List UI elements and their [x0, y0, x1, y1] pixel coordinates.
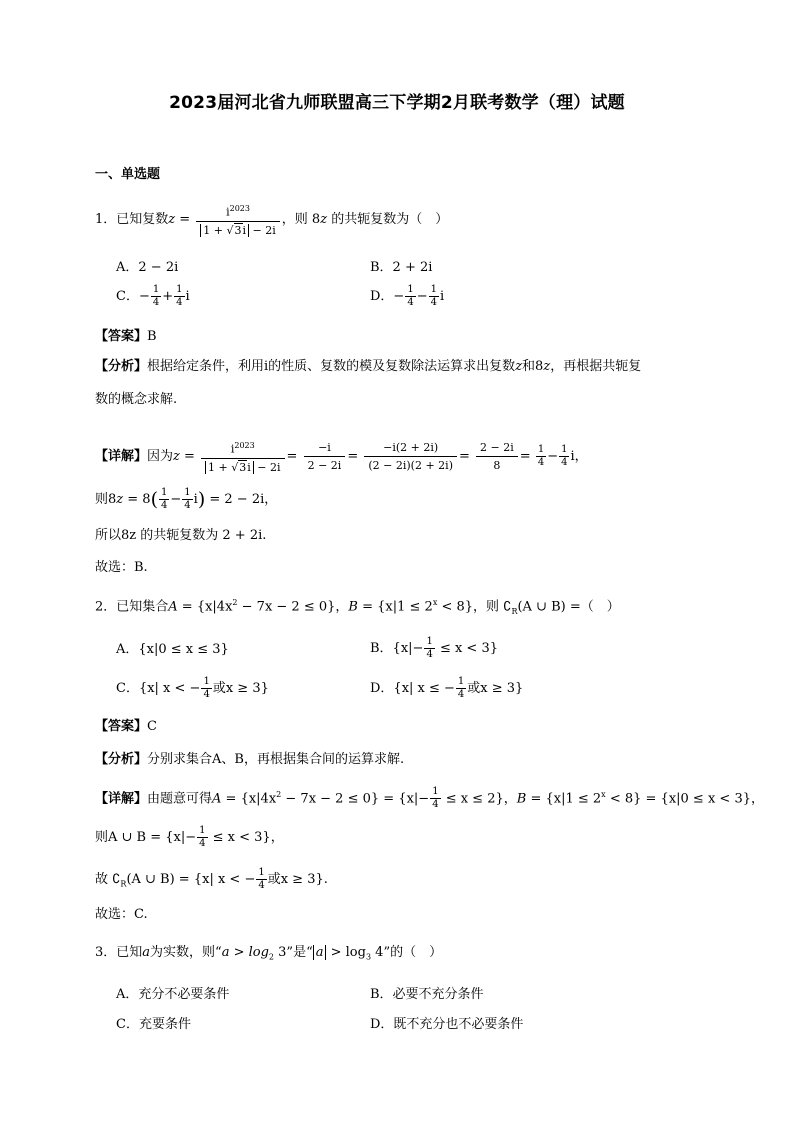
num: 1 [176, 284, 183, 295]
text: (A ∪ B) =（ ） [517, 599, 620, 615]
i: i [193, 492, 198, 507]
answer-value: C [147, 719, 157, 734]
den: 4 [176, 297, 183, 308]
text: 或x ≥ 3} [212, 681, 269, 696]
den: 4 [161, 500, 168, 511]
sup: 2 [276, 790, 282, 799]
num: 1 [537, 443, 545, 455]
text: (A ∪ B) = {x| x < − [126, 872, 256, 887]
q2-detail-2 [95, 825, 284, 850]
q2-detail-3 [95, 867, 328, 895]
text: 则A ∪ B = {x|− [95, 830, 197, 845]
q1-c-frac1 [151, 284, 161, 309]
abs: 1 + √3i [205, 461, 254, 474]
q3-stem [95, 943, 442, 968]
frac [456, 676, 466, 701]
text: = 2 − 2i， [205, 492, 278, 507]
text: C．{x| x < − [116, 681, 201, 696]
q1-den-i: i [242, 223, 247, 237]
num: 1 [457, 676, 465, 687]
set-b: B [516, 791, 527, 807]
text: 为实数，则“ [150, 945, 222, 960]
q1-option-c [116, 284, 190, 309]
q1-detail-3: 所以8z 的共轭复数为 2 + 2i. [95, 528, 267, 543]
detail-frac-3 [364, 439, 457, 474]
text: − 7x − 2 ≤ 0}， [237, 599, 349, 615]
eq: = [459, 448, 470, 464]
text: 由题意可得 [147, 791, 213, 807]
den: 4 [407, 297, 414, 308]
q3-option-b: B．必要不充分条件 [370, 987, 484, 1002]
q2-detail [95, 785, 764, 811]
den: 4 [561, 456, 568, 468]
num: 2 − 2i [476, 439, 518, 457]
eq: = [347, 448, 359, 464]
q1-root: 3 [234, 223, 242, 237]
q1-d-label: D．− [370, 289, 405, 304]
den: 4 [430, 297, 437, 308]
q1-den-b: − 2i [249, 223, 276, 237]
num: 1 [432, 786, 439, 798]
q1-choose: 故选：B. [95, 560, 148, 575]
text: 或x ≥ 3} [467, 681, 524, 696]
exp: 2023 [234, 441, 255, 450]
text: ≤ x < 3}， [208, 830, 284, 845]
text: = {x|1 ≤ 2 [526, 791, 602, 807]
text: − 7x − 2 ≤ 0} = {x|− [281, 791, 430, 807]
q2-analysis [95, 750, 404, 770]
sup: x [601, 790, 606, 799]
den: 4 [258, 880, 265, 891]
text: < 8}，则 ∁ [437, 599, 512, 615]
den: 4 [457, 689, 465, 700]
num: −i(2 + 2i) [364, 439, 457, 457]
text: 4”的（ ） [371, 945, 443, 960]
q1-abs: 1 + √3i [200, 224, 249, 237]
answer-tag: 【答案】 [95, 719, 148, 734]
num: i [230, 442, 235, 456]
q1-d-frac1 [405, 284, 415, 309]
num: 1 [407, 284, 414, 295]
detail-frac-6 [559, 444, 569, 469]
den: 4 [426, 649, 433, 660]
text: = {x|4x [221, 791, 277, 807]
q1-detail [95, 437, 588, 476]
q1-answer [95, 327, 157, 347]
set-a: A [212, 791, 222, 807]
q2-option-d [370, 676, 523, 701]
abs-a: a [313, 945, 327, 960]
den: 2 − 2i [307, 458, 342, 472]
answer-value: B [147, 329, 157, 344]
sub: R [120, 879, 127, 889]
text: B．{x|− [370, 641, 424, 656]
detail-z: z = [173, 448, 195, 464]
frac [159, 487, 169, 512]
section-heading: 一、单选题 [95, 167, 161, 182]
cond: a > log [221, 945, 269, 960]
sub: 2 [268, 952, 275, 962]
minus: − [170, 492, 182, 507]
text: = {x|4x [177, 599, 233, 615]
q1-stem [95, 200, 448, 239]
den-a: 1 + [208, 460, 232, 474]
detail-frac-2 [304, 439, 346, 474]
frac [430, 786, 440, 811]
analysis-text-2: 和8 [522, 359, 544, 374]
q2-option-c [116, 676, 269, 701]
text: ≤ x < 3} [435, 641, 499, 656]
den: 4 [152, 297, 160, 308]
text: ≤ x ≤ 2}， [441, 791, 517, 807]
num: 1 [161, 487, 168, 498]
q1-c-frac2 [174, 284, 184, 309]
q1-option-a: A．2 − 2i [116, 260, 179, 275]
a: a [142, 945, 151, 960]
q1-den-a: 1 + [203, 223, 227, 237]
frac [424, 636, 434, 661]
set-a: A [168, 599, 178, 615]
q1-d-frac2 [429, 284, 439, 309]
q1-z: z = [168, 211, 191, 227]
q1-stem-z: z [320, 211, 328, 227]
q2-option-b [370, 636, 498, 661]
detail-text: 因为 [147, 448, 174, 464]
minus: − [547, 448, 559, 464]
q1-option-b: B．2 + 2i [370, 260, 433, 275]
frac [256, 867, 266, 892]
num: 1 [203, 676, 210, 687]
frac [201, 676, 211, 701]
analysis-z: z [515, 359, 523, 374]
frac [197, 825, 207, 850]
frac [182, 487, 192, 512]
text: D．{x| x ≤ − [370, 681, 455, 696]
text: 3．已知 [95, 945, 143, 960]
sub: R [511, 606, 518, 616]
text: 故 ∁ [95, 872, 121, 887]
text: = {x|1 ≤ 2 [357, 599, 433, 615]
text: = 8 [123, 492, 151, 507]
root: 3 [239, 460, 247, 474]
analysis-text-3: ，再根据共轭复 [550, 359, 642, 374]
answer-tag: 【答案】 [95, 329, 148, 344]
sub: 3 [365, 952, 372, 962]
q1-c-plus: + [162, 289, 174, 304]
den: 4 [537, 456, 545, 468]
text: > log [326, 945, 366, 960]
den: 4 [199, 838, 206, 849]
num: −i [304, 439, 346, 457]
analysis-tag: 【分析】 [95, 359, 148, 374]
text: 3”是“ [274, 945, 313, 960]
q2-answer [95, 717, 157, 737]
q1-analysis-cont: 数的概念求解. [95, 392, 178, 407]
detail-frac-5 [536, 444, 546, 469]
analysis-tag: 【分析】 [95, 752, 148, 767]
q2-option-a: A．{x|0 ≤ x ≤ 3} [116, 642, 229, 657]
q1-c-i: i [185, 289, 190, 304]
q1-d-i: i [439, 289, 445, 304]
num: 1 [152, 284, 160, 295]
num: 1 [430, 284, 437, 295]
sup: x [432, 598, 438, 607]
q1-stem-c: 的共轭复数为（ ） [327, 211, 449, 227]
q2-choose: 故选：C. [95, 907, 148, 922]
q2-stem [95, 593, 620, 622]
q1-stem-text: 1．已知复数 [95, 211, 169, 227]
page-title: 2023届河北省九师联盟高三下学期2月联考数学（理）试题 [169, 93, 625, 113]
num: 1 [199, 825, 206, 836]
text: 2．已知集合 [95, 599, 169, 615]
num: 1 [184, 487, 191, 498]
detail-tag: 【详解】 [95, 791, 148, 807]
den: (2 − 2i)(2 + 2i) [368, 458, 453, 472]
q1-analysis [95, 357, 641, 377]
den: 4 [184, 500, 191, 511]
q1-c-label: C．− [116, 289, 150, 304]
den-i: i [247, 460, 251, 474]
q3-option-a: A．充分不必要条件 [116, 987, 230, 1002]
num: 1 [426, 636, 433, 647]
num: 1 [258, 867, 265, 878]
q3-option-d: D．既不充分也不必要条件 [370, 1017, 524, 1032]
q3-option-c: C．充要条件 [116, 1017, 191, 1032]
detail-frac-4 [476, 439, 518, 474]
analysis-text: 根据给定条件，利用i的性质、复数的模及复数除法运算求出复数 [147, 359, 516, 374]
den: 4 [203, 689, 210, 700]
q1-num: i [226, 205, 230, 219]
detail-tag: 【详解】 [95, 448, 148, 464]
den: 4 [432, 799, 439, 811]
den: 8 [493, 458, 501, 472]
detail-frac-1 [201, 437, 285, 476]
z: z [116, 492, 124, 507]
analysis-z-2: z [543, 359, 551, 374]
den-b: − 2i [253, 460, 281, 474]
eq: = [519, 448, 531, 464]
analysis-text: 分别求集合A、B，再根据集合间的运算求解. [147, 752, 405, 767]
q1-option-d [370, 284, 444, 309]
q1-detail-2: 则8z = 8( $\frac{1}{4}$ − $\frac{1}{4}$ i) = 2 − 2i， [95, 487, 278, 511]
eq: = [286, 448, 298, 464]
q1-fraction [196, 200, 280, 239]
text: < 8} = {x|0 ≤ x < 3}， [605, 791, 764, 807]
num: 1 [561, 443, 568, 455]
text: 则8 [95, 492, 117, 507]
q1-stem-b: ，则 8 [281, 211, 321, 227]
q1-d-minus: − [416, 289, 428, 304]
q1-exp: 2023 [229, 204, 250, 213]
set-b: B [348, 599, 358, 615]
tail: i， [570, 448, 588, 464]
sup: 2 [232, 598, 238, 607]
text: 或x ≥ 3}. [267, 872, 328, 887]
